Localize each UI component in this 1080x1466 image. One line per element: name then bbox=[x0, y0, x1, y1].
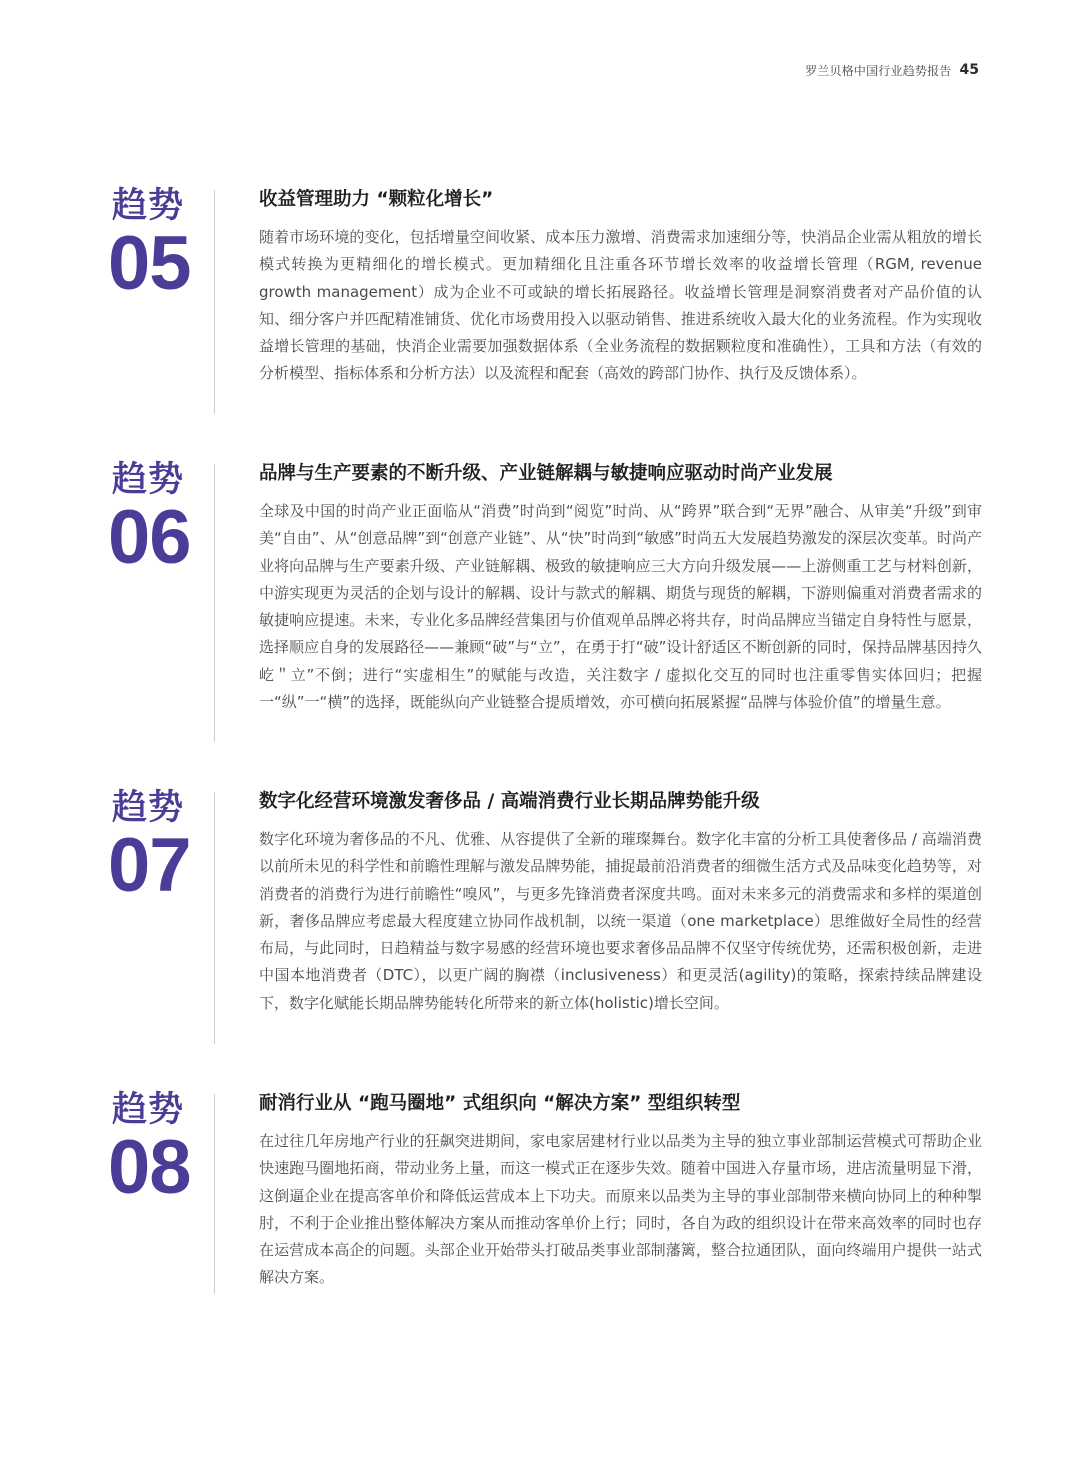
trend-body bbox=[259, 788, 982, 1017]
trend-title: 耐消行业从 “跑马圈地” 式组织向 “解决方案” 型组织转型 bbox=[259, 1093, 741, 1114]
trend-number: 05 bbox=[108, 221, 191, 306]
trend-number: 06 bbox=[108, 495, 191, 580]
trend-number: 07 bbox=[108, 823, 191, 908]
report-title: 罗兰贝格中国行业趋势报告 bbox=[805, 63, 952, 78]
trend-paragraph: 全球及中国的时尚产业正面临从“消费”时尚到“阅览”时尚、从“跨界”联合到“无界”融合、从审美“升级”到审美“自由”、从“创意品牌”到“创意产业链”、从“快”时尚到“敏感”时尚五大发展趋势激发的深层次变革。时尚产业将向品牌与生产要素升级、产业链解耦、极致的敏捷响应三大方向升级发展——上游侧重工艺与材料创新，中游实现更为灵活的企划与设计的解耦、设计与款式的解耦、期货与现货的解耦，下游则偏重对消费者需求的敏捷响应提速。未来，专业化多品牌经营集团与价值观单品牌必将共存，时尚品牌应当锚定自身特性与愿景，选择顺应自身的发展路径——兼顾“破”与“立”，在勇于打“破”设计舒适区不断创新的同时，保持品牌基因持久屹＂立”不倒；进行“实虚相生”的赋能与改造，关注数字 / 虚拟化交互的同时也注重零售实体回归；把握一“纵”一“横”的选择，既能纵向产业链整合提质增效，亦可横向拓展紧握“品牌与体验价值”的增量生意。 bbox=[259, 502, 982, 712]
section-divider bbox=[214, 190, 215, 414]
trend-number: 08 bbox=[108, 1125, 191, 1210]
trend-body bbox=[259, 1090, 982, 1292]
trend-body bbox=[259, 186, 982, 388]
trend-paragraph: 在过往几年房地产行业的狂飙突进期间，家电家居建材行业以品类为主导的独立事业部制运营模式可帮助企业快速跑马圈地拓商，带动业务上量，而这一模式正在逐步失效。随着中国进入存量市场，进店流量明显下滑，这倒逼企业在提高客单价和降低运营成本上下功夫。而原来以品类为主导的事业部制带来横向协同上的种种掣肘，不利于企业推出整体解决方案从而推动客单价上行；同时，各自为政的组织设计在带来高效率的同时也存在运营成本高企的问题。头部企业开始带头打破品类事业部制藩篱，整合拉通团队，面向终端用户提供一站式解决方案。 bbox=[259, 1132, 982, 1287]
section-divider bbox=[214, 792, 215, 1044]
trend-title: 品牌与生产要素的不断升级、产业链解耦与敏捷响应驱动时尚产业发展 bbox=[259, 463, 833, 484]
trend-word: 趋势 bbox=[112, 460, 185, 500]
trend-title: 收益管理助力 “颗粒化增长” bbox=[259, 189, 494, 210]
section-divider bbox=[214, 1094, 215, 1294]
trend-paragraph: 随着市场环境的变化，包括增量空间收紧、成本压力激增、消费需求加速细分等，快消品企业需从粗放的增长模式转换为更精细化的增长模式。更加精细化且注重各环节增长效率的收益增长管理（RGM, revenue growth management）成为企业不可或缺的增长拓展路径。收益增长管理是洞察消费者对产品价值的认知、细分客户并匹配精准铺货、优化市场费用投入以驱动销售、推进系统收入最大化的业务流程。作为实现收益增长管理的基础，快消企业需要加强数据体系（全业务流程的数据颗粒度和准确性），工具和方法（有效的分析模型、指标体系和分析方法）以及流程和配套（高效的跨部门协作、执行及反馈体系）。 bbox=[259, 228, 982, 383]
page-header bbox=[805, 58, 979, 82]
section-divider bbox=[214, 464, 215, 742]
trend-title: 数字化经营环境激发奢侈品 / 高端消费行业长期品牌势能升级 bbox=[259, 791, 760, 812]
trend-body bbox=[259, 460, 982, 716]
page-number: 45 bbox=[959, 62, 979, 78]
trend-word: 趋势 bbox=[112, 788, 185, 828]
trend-paragraph: 数字化环境为奢侈品的不凡、优雅、从容提供了全新的璀璨舞台。数字化丰富的分析工具使奢侈品 / 高端消费以前所未见的科学性和前瞻性理解与激发品牌势能，捕捉最前沿消费者的细微生活方式及品味变化趋势等，对消费者的消费行为进行前瞻性“嗅风”，与更多先锋消费者深度共鸣。面对未来多元的消费需求和多样的渠道创新，奢侈品牌应考虑最大程度建立协同作战机制，以统一渠道（one marketplace）思维做好全局性的经营布局，与此同时，日趋精益与数字易感的经营环境也要求奢侈品品牌不仅坚守传统优势，还需积极创新，走进中国本地消费者（DTC），以更广阔的胸襟（inclusiveness）和更灵活(agility)的策略，探索持续品牌建设下，数字化赋能长期品牌势能转化所带来的新立体(holistic)增长空间。 bbox=[259, 830, 982, 1012]
trend-word: 趋势 bbox=[112, 186, 185, 226]
trend-word: 趋势 bbox=[112, 1090, 185, 1130]
